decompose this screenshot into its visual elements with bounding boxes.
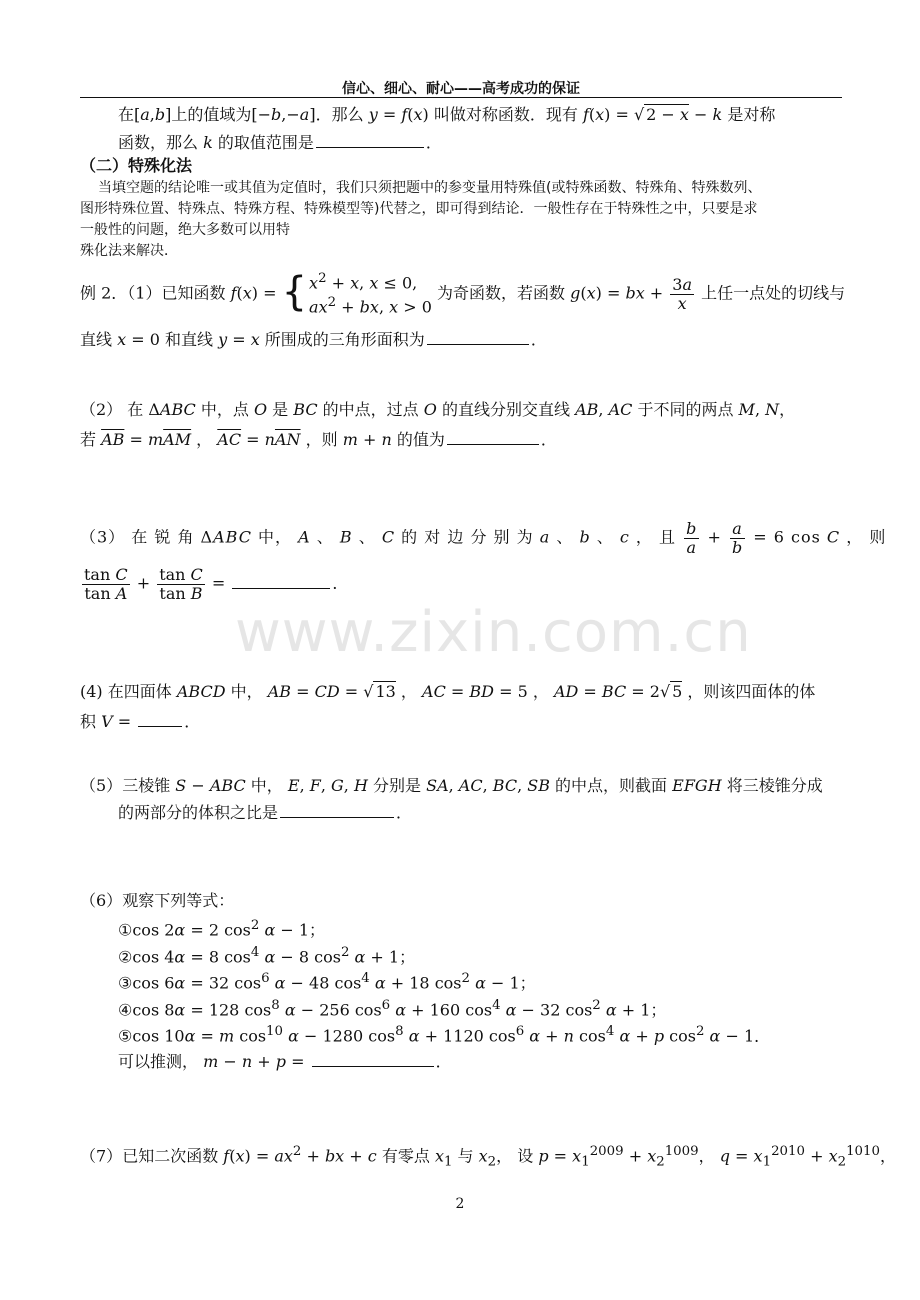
intro-line-1: 当填空题的结论唯一或其值为定值时，我们只须把题中的参变量用特殊值(或特殊函数、特殊角、特殊数列、: [98, 180, 762, 196]
intro-line-2: 图形特殊位置、特殊点、特殊方程、特殊模型等)代替之，即可得到结论．一般性存在于特殊性之中，只要是求: [80, 201, 758, 217]
problem-2-line-2: 若 $\overline{AB} = m\overline{AM}$ ， $\overline{AC} = n\overline{AN}$ ，则 m + n 的值为 ．: [80, 430, 557, 449]
equation-4: ④cos 8α = 128 $\cos^8 \alpha - 256$ $\cos^6 \alpha + 160$ $\cos^4 \alpha - 32$ $\cos^2 \alpha + 1$；: [118, 998, 667, 1020]
prev-problem-line-1: 在[a,b]上的值域为[−b,−a]．那么 y = f(x) 叫做对称函数．现有 f(x) = √ 2 − x − k 是对称: [118, 105, 776, 124]
problem-4-line-2: 积 V = ．: [80, 712, 201, 731]
problem-5-line-2: 的两部分的体积之比是 ．: [118, 803, 413, 822]
problem-2-line-1: （2） 在 ΔABC 中，点 O 是 BC 的中点，过点 O 的直线分别交直线 AB, AC 于不同的两点 M, N，: [80, 400, 796, 419]
problem-6-line-1: （6）观察下列等式：: [80, 891, 235, 910]
example-label: 例 2．: [80, 283, 128, 303]
piecewise-function: { $x^2 + x$, x ≤ 0, $ax^2$ + bx, x > 0: [281, 269, 432, 317]
problem-6-label: （6）: [80, 891, 123, 910]
page-number: 2: [455, 1196, 465, 1212]
problem-5-label: （5）: [80, 776, 123, 795]
problem-6-question: 可以推测， m − n + p = ．: [118, 1052, 452, 1071]
problem-4-label: (4): [80, 682, 103, 701]
header-rule: [80, 97, 842, 98]
problem-1-line-2: 直线 x = 0 和直线 y = x 所围成的三角形面积为 ．: [80, 330, 547, 349]
watermark: www.zixin.com.cn: [235, 600, 752, 665]
prev-problem-line-2: 函数，那么 k 的取值范围是 ．: [118, 133, 442, 152]
equation-2: ②cos 4α = 8 $\cos^4 \alpha - 8$ $\cos^2 \alpha + 1$；: [118, 945, 416, 967]
intro-line-4: 殊化法来解决．: [80, 243, 178, 259]
section-title: （二）特殊化法: [80, 156, 193, 175]
equation-3: ③cos 6α = 32 $\cos^6 \alpha - 48$ $\cos^4 \alpha + 18$ $\cos^2 \alpha - 1$；: [118, 971, 536, 993]
page-header: 信心、细心、耐心——高考成功的保证: [342, 81, 580, 97]
problem-3-line-1: （3） 在 锐 角 ΔABC 中， A 、 B 、 C 的 对 边 分 别 为 a 、 b 、 c ， 且 $\frac{b}{a}$ + $\frac{a}{b}$ = 6 cos C ， 则: [80, 519, 887, 557]
problem-3-label: （3）: [80, 527, 126, 547]
problem-4-line-1: (4) 在四面体 ABCD 中， AB = CD = √ 13 ， AC = BD = 5 ， AD = BC = 2√ 5 ，则该四面体的体: [80, 682, 816, 701]
problem-7-line-1: （7）已知二次函数 $f(x) = ax^2$ + bx + c 有零点 $x_1$ 与 $x_2$， 设 $p = x_1^{2009} + x_2^{1009}$， $q = x_1^{2010} + x_2^{1010}$，: [80, 1144, 897, 1170]
problem-2-label: （2）: [80, 400, 123, 419]
problem-3-line-2: $\frac{\text{tan C}}{\text{tan A}}$ + $\frac{\text{tan C}}{\text{tan B}}$ = ．: [84, 565, 349, 603]
problem-1-label: （1）: [127, 283, 162, 303]
problem-5-line-1: （5）三棱锥 S − ABC 中， E, F, G, H 分别是 SA, AC, BC, SB 的中点，则截面 EFGH 将三棱锥分成: [80, 776, 823, 795]
equation-5: ⑤cos 10α = m $\cos^{10} \alpha - 1280$ $\cos^8 \alpha + 1120$ $\cos^6 \alpha + n$ $\cos^4 \alpha + p$ $\cos^2 \alpha - 1$．: [118, 1024, 771, 1046]
intro-line-3: 一般性的问题，绝大多数可以用特: [80, 222, 290, 238]
problem-1-line-1: 例 2．（1）已知函数 f(x) = { $x^2 + x$, x ≤ 0, $ax^2$ + bx, x > 0 为奇函数，若函数 g(x) = bx + $\frac{3a}{x}$ 上任一点处的切线与: [80, 269, 846, 317]
equation-1: ①cos 2α = 2 $\cos^2 \alpha - 1$；: [118, 918, 326, 940]
problem-7-label: （7）: [80, 1146, 123, 1166]
